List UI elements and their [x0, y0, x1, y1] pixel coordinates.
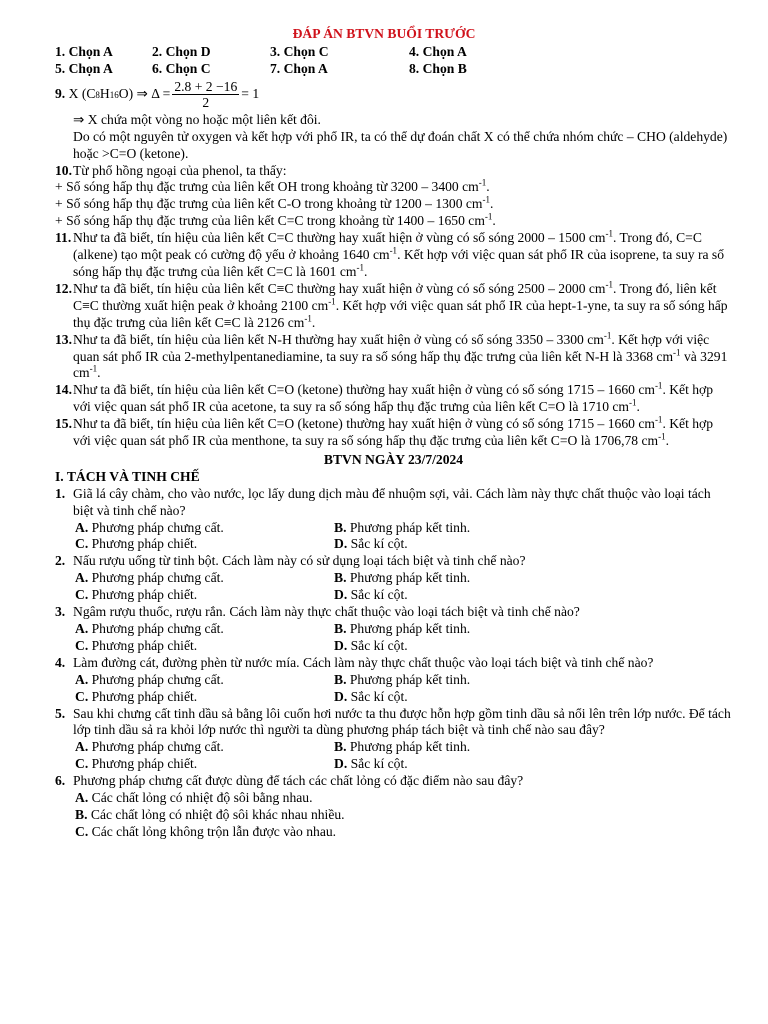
- q9-prefix: X (C: [68, 86, 96, 102]
- q10: [55, 163, 732, 180]
- fraction-denominator: 2: [202, 95, 210, 111]
- question-text: Nấu rượu uống từ tinh bột. Cách làm này có sử dụng loại tách biệt và tinh chế nào?: [73, 553, 526, 569]
- q12-text: Như ta đã biết, tín hiệu của liên kết C≡C thường hay xuất hiện ở vùng có số sóng 2500 – 2000 cm: [73, 280, 606, 296]
- option-letter: A.: [75, 671, 89, 687]
- answer-options: [55, 672, 732, 706]
- exponent: -1: [629, 397, 637, 408]
- q11: [55, 230, 732, 281]
- fraction-numerator: 2.8 + 2 −16: [174, 79, 238, 95]
- q15: [55, 416, 732, 450]
- question-list: [55, 486, 732, 773]
- q12: [55, 281, 732, 332]
- period: .: [363, 263, 368, 279]
- option-letter: C.: [75, 536, 89, 552]
- q11-text: . Kết hợp với việc quan sát phổ IR của isoprene, ta suy ra số sóng hấp thụ đặc trưng của liên kết C=C là 1601 cm: [73, 247, 725, 279]
- option-letter: B.: [334, 570, 347, 586]
- option: [75, 587, 334, 604]
- option-text: Phương pháp chiết.: [91, 637, 198, 653]
- exponent: -1: [603, 330, 612, 341]
- q13-text: . Kết hợp với việc quan sát phổ IR của 2-methylpentanediamine, ta suy ra số sóng hấp thụ đặc trưng của liên kết N-H là 3368 cm: [73, 331, 710, 364]
- option-text: Phương pháp chiết.: [91, 756, 198, 772]
- option-text: Phương pháp chiết.: [91, 536, 198, 552]
- q13: [55, 332, 732, 383]
- question-number: 6.: [55, 773, 66, 789]
- question-3: [55, 604, 732, 621]
- exponent: -1: [304, 313, 312, 324]
- q12-number: 12.: [55, 280, 72, 296]
- q15-number: 15.: [55, 416, 72, 432]
- answer-item: 8. Chọn B: [409, 60, 467, 76]
- option-letter: D.: [334, 536, 348, 552]
- option-letter: D.: [334, 637, 348, 653]
- q10-bullet: [55, 179, 732, 196]
- q9-number: 9.: [55, 86, 66, 102]
- answer-item: 6. Chọn C: [152, 60, 211, 76]
- option: [334, 756, 574, 773]
- q14-text: . Kết hợp với việc quan sát phổ IR của acetone, ta suy ra số sóng hấp thụ đặc trưng của liên kết C=O là 1710 cm: [73, 382, 714, 415]
- q13-text: Như ta đã biết, tín hiệu của liên kết N-H thường hay xuất hiện ở vùng có số sóng 3350 – 3300 cm: [73, 331, 604, 347]
- question-text: Phương pháp chưng cất được dùng để tách các chất lỏng có đặc điểm nào sau đây?: [73, 773, 524, 789]
- homework-title: BTVN NGÀY 23/7/2024: [323, 451, 464, 467]
- option: [75, 756, 334, 773]
- q15-text: Như ta đã biết, tín hiệu của liên kết C=O (ketone) thường hay xuất hiện ở vùng có số sóng 1715 – 1660 cm: [73, 416, 655, 432]
- option-text: Phương pháp chưng cất.: [91, 621, 224, 636]
- question-1: [55, 486, 732, 520]
- option: [334, 638, 574, 655]
- q11-text: . Trong đó, C=C (alkene) tạo một peak có cường độ yếu ở khoảng 1640 cm: [73, 230, 702, 263]
- question-text: Làm đường cát, đường phèn từ nước mía. Cách làm này thực chất thuộc vào loại tách biệt và tinh chế nào?: [73, 654, 654, 670]
- option: [75, 824, 732, 841]
- q9-line3: Do có một nguyên tử oxygen và kết hợp với phổ IR, ta có thể dự đoán chất X có thể chứa nhóm chức – CHO (aldehyde) hoặc >C=O (ketone).: [73, 128, 728, 161]
- option: [334, 536, 574, 553]
- option: [75, 621, 334, 638]
- option-text: Phương pháp chưng cất.: [91, 739, 224, 755]
- option: [334, 689, 574, 706]
- period: .: [665, 433, 670, 449]
- option: [75, 672, 334, 689]
- period: .: [492, 213, 496, 229]
- question-text: Sau khi chưng cất tinh dầu sả bằng lôi cuốn hơi nước ta thu được hỗn hợp gồm tinh dầu sả nổi lên trên lớp nước. Để tách lớp tinh dầu sả ra khỏi lớp nước thì người ta dùng phương pháp tách biệt và tinh chế nào sau đây?: [73, 705, 731, 738]
- option: [75, 520, 334, 537]
- option-text: Phương pháp kết tinh.: [349, 621, 471, 636]
- option-text: Phương pháp chưng cất.: [91, 671, 224, 687]
- exponent: -1: [328, 296, 336, 307]
- q9-fraction: [172, 79, 239, 110]
- q9-formula: 9. X (C 8 H 16 O) ⇒ Δ = $\frac{2.8 + 2 -16}{2}$ = 1: [55, 79, 260, 111]
- q13-number: 13.: [55, 331, 72, 347]
- q9-h: H: [99, 86, 110, 102]
- option-letter: A.: [75, 739, 89, 755]
- q10-bullet-text: + Số sóng hấp thụ đặc trưng của liên kết OH trong khoảng từ 3200 – 3400 cm: [55, 179, 479, 195]
- answer-item: 2. Chọn D: [152, 44, 211, 59]
- option: [75, 536, 334, 553]
- answer-item: 1. Chọn A: [55, 44, 113, 59]
- question-number: 3.: [55, 604, 66, 620]
- q10-bullet-text: + Số sóng hấp thụ đặc trưng của liên kết C-O trong khoảng từ 1200 – 1300 cm: [55, 196, 483, 212]
- option: [75, 807, 732, 824]
- q9-result: = 1: [241, 86, 260, 102]
- option-letter: B.: [334, 671, 347, 687]
- answer-item: 4. Chọn A: [409, 44, 467, 59]
- option-letter: A.: [75, 570, 89, 586]
- question-6: [55, 773, 732, 790]
- question-text: Giã lá cây chàm, cho vào nước, lọc lấy dung dịch màu để nhuộm sợi, vải. Cách làm này thực chất thuộc vào loại tách biệt và tinh chế nào?: [73, 485, 711, 518]
- exponent: -1: [89, 363, 98, 374]
- question-number: 1.: [55, 485, 66, 501]
- answer-grid: [0, 44, 768, 78]
- option-letter: C.: [75, 688, 89, 704]
- answer-options: [55, 520, 732, 554]
- option-text: Phương pháp kết tinh.: [349, 519, 471, 535]
- option-letter: D.: [334, 756, 348, 772]
- question-number: 4.: [55, 654, 66, 670]
- option-text: Phương pháp chưng cất.: [91, 519, 224, 535]
- question-text: Ngâm rượu thuốc, rượu rắn. Cách làm này thực chất thuộc vào loại tách biệt và tinh chế nào?: [73, 604, 580, 620]
- option-letter: C.: [75, 637, 89, 653]
- q11-number: 11.: [55, 230, 72, 246]
- answer-item: 7. Chọn A: [270, 60, 328, 76]
- option-text: Các chất lỏng có nhiệt độ sôi khác nhau nhiều.: [90, 806, 345, 822]
- q10-bullet: [55, 196, 732, 213]
- question-number: 2.: [55, 553, 66, 569]
- option: [334, 520, 574, 537]
- q9-suffix: O) ⇒ Δ =: [118, 86, 171, 102]
- question-2: [55, 553, 732, 570]
- q11-text: Như ta đã biết, tín hiệu của liên kết C=C thường hay xuất hiện ở vùng có số sóng 2000 – 1500 cm: [73, 230, 606, 246]
- q12-text: . Kết hợp với việc quan sát phổ IR của hept-1-yne, ta suy ra số sóng hấp thụ đặc trưng của liên kết C≡C là 2126 cm: [73, 297, 728, 330]
- option-text: Phương pháp kết tinh.: [349, 570, 471, 586]
- period: .: [97, 365, 101, 381]
- option-letter: D.: [334, 688, 348, 704]
- option-letter: C.: [75, 823, 89, 839]
- period: .: [636, 399, 640, 415]
- option: [334, 570, 574, 587]
- exponent: -1: [605, 228, 613, 239]
- q10-text: Từ phổ hồng ngoại của phenol, ta thấy:: [73, 162, 287, 178]
- exponent: -1: [654, 380, 663, 391]
- answer-options: [55, 570, 732, 604]
- answer-item: 3. Chọn C: [270, 44, 329, 59]
- exponent: -1: [654, 414, 663, 425]
- option-letter: A.: [75, 790, 89, 806]
- q10-number: 10.: [55, 162, 72, 178]
- option-text: Phương pháp chiết.: [91, 587, 198, 603]
- question-4: [55, 655, 732, 672]
- option-text: Phương pháp kết tinh.: [349, 671, 471, 687]
- answer-key-title: ĐÁP ÁN BTVN BUỔI TRƯỚC: [292, 26, 476, 41]
- period: .: [490, 196, 494, 212]
- option-letter: A.: [75, 621, 89, 636]
- option-text: Sắc kí cột.: [350, 587, 408, 603]
- option: [75, 638, 334, 655]
- exponent: -1: [482, 194, 491, 205]
- option-letter: C.: [75, 587, 89, 603]
- q12-text: . Trong đó, liên kết C≡C thường xuất hiện peak ở khoảng 2100 cm: [73, 280, 717, 313]
- option-letter: C.: [75, 756, 89, 772]
- option-text: Sắc kí cột.: [350, 536, 408, 552]
- exponent: -1: [658, 431, 666, 442]
- option-text: Phương pháp kết tinh.: [349, 739, 471, 755]
- option-text: Phương pháp chưng cất.: [91, 570, 224, 586]
- option: [75, 790, 732, 807]
- answer-options: [55, 621, 732, 655]
- option: [75, 689, 334, 706]
- q9-line2: ⇒ X chứa một vòng no hoặc một liên kết đôi.: [73, 111, 321, 127]
- q14-text: Như ta đã biết, tín hiệu của liên kết C=O (ketone) thường hay xuất hiện ở vùng có số sóng 1715 – 1660 cm: [73, 382, 655, 398]
- option: [334, 739, 574, 756]
- q14-number: 14.: [55, 382, 72, 398]
- option: [334, 672, 574, 689]
- option-text: Các chất lỏng không trộn lẫn được vào nhau.: [91, 823, 337, 839]
- option-letter: B.: [75, 806, 88, 822]
- q10-bullet-text: + Số sóng hấp thụ đặc trưng của liên kết C=C trong khoảng từ 1400 – 1650 cm: [55, 213, 485, 229]
- option-letter: D.: [334, 587, 348, 603]
- option-text: Sắc kí cột.: [350, 756, 408, 772]
- answer-explanations: [0, 78, 768, 841]
- q15-text: . Kết hợp với việc quan sát phổ IR của menthone, ta suy ra số sóng hấp thụ đặc trưng của liên kết C=O là 1706,78 cm: [73, 416, 714, 449]
- exponent: -1: [356, 262, 364, 273]
- option: [75, 739, 334, 756]
- exponent: -1: [389, 245, 398, 256]
- option: [75, 570, 334, 587]
- option: [334, 621, 574, 638]
- answer-item: 5. Chọn A: [55, 60, 113, 76]
- option: [334, 587, 574, 604]
- period: .: [486, 179, 490, 195]
- option-letter: B.: [334, 519, 347, 535]
- option-letter: A.: [75, 519, 89, 535]
- question-number: 5.: [55, 705, 66, 721]
- period: .: [311, 314, 316, 330]
- option-text: Các chất lỏng có nhiệt độ sôi bằng nhau.: [91, 790, 313, 806]
- exponent: -1: [478, 177, 487, 188]
- q6-options: [55, 790, 732, 841]
- option-letter: B.: [334, 739, 347, 755]
- question-5: [55, 706, 732, 740]
- option-text: Sắc kí cột.: [350, 688, 408, 704]
- option-text: Phương pháp chiết.: [91, 688, 198, 704]
- q14: [55, 382, 732, 416]
- q10-bullet: [55, 213, 732, 230]
- exponent: -1: [484, 211, 493, 222]
- option-text: Sắc kí cột.: [350, 637, 408, 653]
- exponent: -1: [673, 346, 681, 357]
- section-heading: I. TÁCH VÀ TINH CHẾ: [55, 468, 200, 484]
- option-letter: B.: [334, 621, 347, 636]
- answer-options: [55, 739, 732, 773]
- q13-text: và 3291 cm: [73, 348, 728, 381]
- exponent: -1: [605, 279, 613, 290]
